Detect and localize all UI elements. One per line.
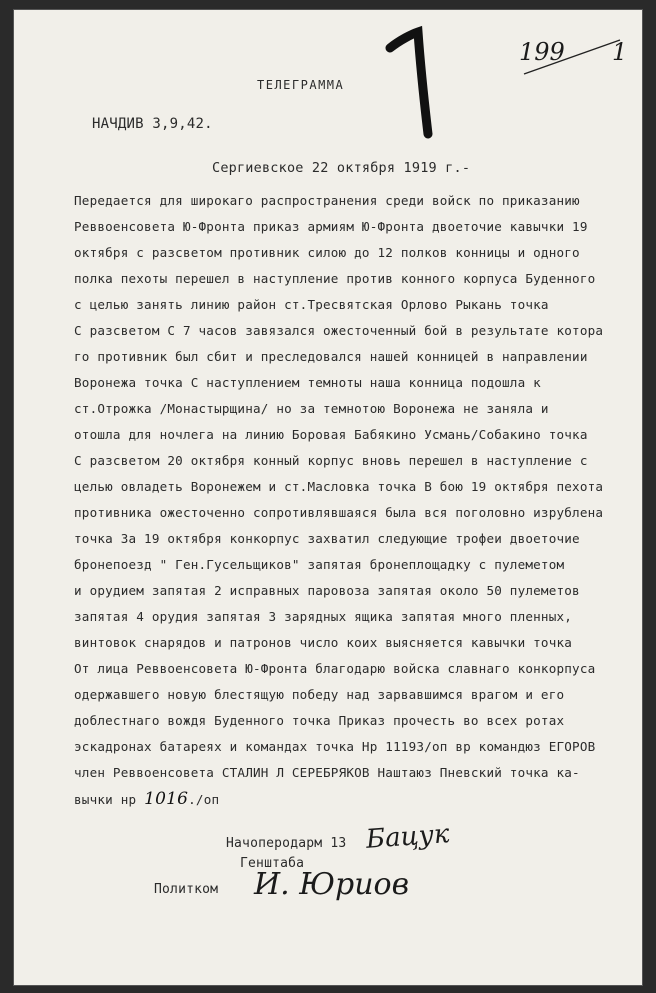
place-date: Сергиевское 22 октября 1919 г.-: [212, 160, 471, 176]
office-reference: НАЧДИВ 3,9,42.: [92, 116, 213, 132]
signoff-title-1: Начоперодарм 13: [226, 836, 347, 851]
signature-2: И. Юриов: [254, 867, 410, 902]
body-last-line: [74, 789, 219, 809]
page-number: 1: [612, 38, 628, 66]
body-line: доблестнаго вождя Буденного точка Приказ прочесть во всех ротах: [74, 713, 565, 728]
body-line: противника ожесточенно сопротивлявшаяся была вся поголовно изрублена: [74, 505, 604, 520]
body-line: эскадронах батареях и командах точка Нр 11193/оп вр командюз ЕГОРОВ: [74, 739, 596, 754]
handwritten-order-number: 1016: [144, 789, 189, 809]
signoff-title-3: Политком: [154, 882, 219, 897]
body-line: полка пехоты перешел в наступление против конного корпуса Буденного: [74, 271, 596, 286]
handwritten-mark-1: [384, 30, 444, 140]
body-line: Передается для широкаго распространения среди войск по приказанию: [74, 193, 580, 208]
archive-number: 199: [519, 38, 565, 66]
body-line: С разсветом 20 октября конный корпус вновь перешел в наступление с: [74, 453, 588, 468]
body-line: Реввоенсовета Ю-Фронта приказ армиям Ю-Фронта двоеточие кавычки 19: [74, 219, 588, 234]
document-heading: ТЕЛЕГРАММА: [257, 78, 345, 92]
body-line: Воронежа точка С наступлением темноты наша конница подошла к: [74, 375, 541, 390]
signoff-title-2: Генштаба: [240, 856, 305, 871]
body-line: с целью занять линию район ст.Тресвятская Орлово Рыкань точка: [74, 297, 549, 312]
body-line: запятая 4 орудия запятая 3 зарядных ящика запятая много пленных,: [74, 609, 573, 624]
document-page: [14, 10, 642, 985]
body-line: октября с разсветом противник силою до 12 полков конницы и одного: [74, 245, 580, 260]
body-line: С разсветом С 7 часов завязался ожесточенный бой в результате котора: [74, 323, 604, 338]
archive-slash-stroke: [524, 32, 624, 82]
last-line-suffix: ./оп: [188, 792, 220, 807]
body-line: точка За 19 октября конкорпус захватил следующие трофеи двоеточие: [74, 531, 580, 546]
body-line: го противник был сбит и преследовался нашей конницей в направлении: [74, 349, 588, 364]
last-line-prefix: вычки нр: [74, 792, 137, 807]
body-line: член Реввоенсовета СТАЛИН Л СЕРЕБРЯКОВ Наштаюз Пневский точка ка-: [74, 765, 580, 780]
body-line: ст.Отрожка /Монастырщина/ но за темнотою Воронежа не заняла и: [74, 401, 549, 416]
body-line: и орудием запятая 2 исправных паровоза запятая около 50 пулеметов: [74, 583, 580, 598]
body-line: отошла для ночлега на линию Боровая Бабякино Усмань/Собакино точка: [74, 427, 588, 442]
body-line: От лица Реввоенсовета Ю-Фронта благодарю войска славнаго конкорпуса: [74, 661, 596, 676]
body-line: одержавшего новую блестящую победу над зарвавшимся врагом и его: [74, 687, 565, 702]
body-line: целью овладеть Воронежем и ст.Масловка точка В бою 19 октября пехота: [74, 479, 604, 494]
signature-1: Бацук: [365, 819, 451, 855]
body-line: бронепоезд " Ген.Гусельщиков" запятая бронеплощадку с пулеметом: [74, 557, 565, 572]
body-line: винтовок снарядов и патронов число коих выясняется кавычки точка: [74, 635, 573, 650]
